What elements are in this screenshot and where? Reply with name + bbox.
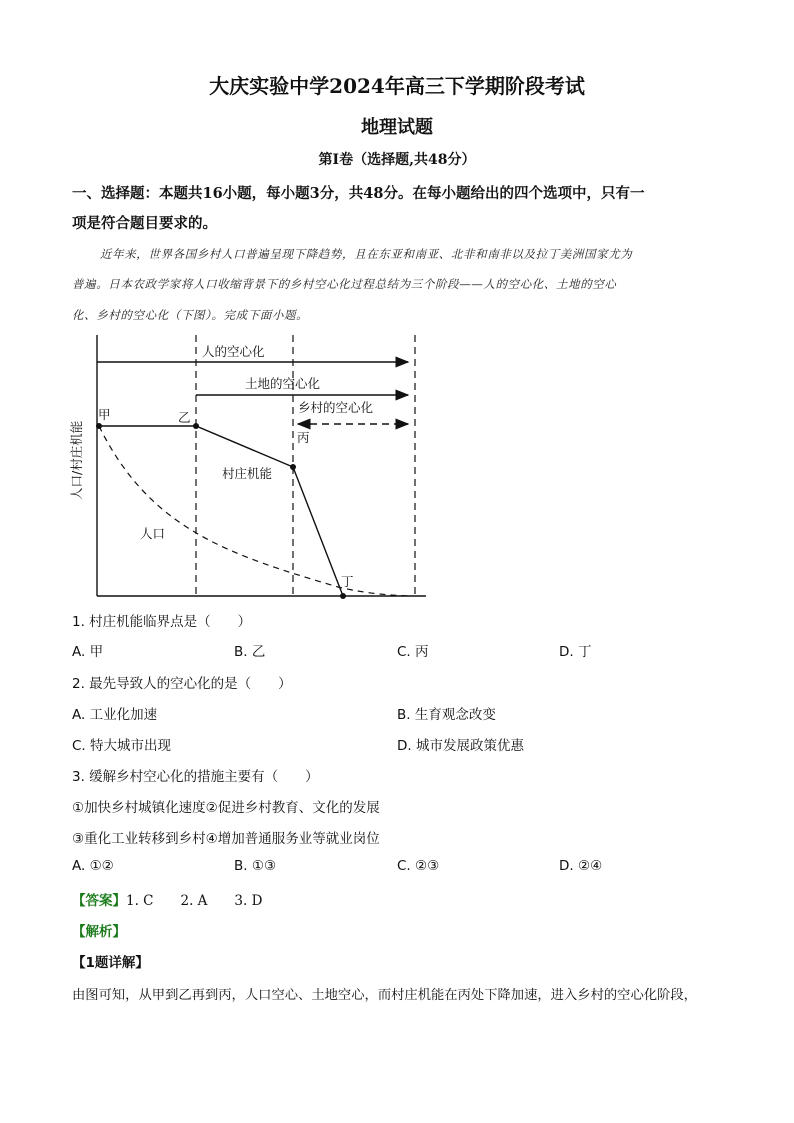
stage2-label: 土地的空心化 [245, 376, 321, 391]
point-b-label: 乙 [178, 410, 191, 425]
stage1-label: 人的空心化 [202, 344, 265, 359]
q1-option-c[interactable]: C. 丙 [397, 644, 429, 660]
q1-option-b[interactable]: B. 乙 [234, 644, 266, 660]
point-a-label: 甲 [98, 407, 111, 422]
point-a-marker [96, 423, 102, 429]
point-d-label: 丁 [341, 574, 354, 589]
point-b-marker [193, 423, 199, 429]
answer-values: 1. C 2. A 3. D [126, 893, 263, 909]
q2-stem: 2. 最先导致人的空心化的是（ ） [72, 676, 292, 692]
answer-label: 【答案】 [72, 893, 126, 909]
detail-label: 【1题详解】 [72, 955, 149, 971]
q3-option-a[interactable]: A. ①② [72, 858, 114, 874]
point-c-marker [290, 464, 296, 470]
point-c-label: 丙 [297, 430, 310, 445]
population-label: 人口 [140, 526, 166, 541]
q3-option-c[interactable]: C. ②③ [397, 858, 440, 874]
q2-option-c[interactable]: C. 特大城市出现 [72, 738, 172, 754]
y-axis-label: 人口/村庄机能 [69, 420, 84, 500]
analysis-text: 由图可知，从甲到乙再到丙，人口空心、土地空心，而村庄机能在丙处下降加速，进入乡村的空心化阶段， [72, 988, 697, 1003]
q1-stem: 1. 村庄机能临界点是（ ） [72, 614, 252, 630]
passage-line3: 化、乡村的空心化（下图）。完成下面小题。 [72, 308, 309, 322]
q3-option-d[interactable]: D. ②④ [559, 858, 603, 874]
exam-title: 大庆实验中学2024年高三下学期阶段考试 [209, 74, 585, 98]
passage-line1: 近年来，世界各国乡村人口普遍呈现下降趋势，且在东亚和南亚、北非和南非以及拉丁美洲国家尤为 [100, 247, 633, 261]
function-label: 村庄机能 [222, 466, 273, 481]
exam-subtitle: 地理试题 [361, 117, 433, 138]
hollowing-diagram [60, 330, 440, 605]
volume-label: 第Ⅰ卷（选择题,共48分） [318, 152, 476, 168]
stage3-label: 乡村的空心化 [298, 400, 374, 415]
section-heading-line1: 一、选择题：本题共16小题，每小题3分，共48分。在每小题给出的四个选项中，只有一 [72, 185, 645, 202]
q3-option-b[interactable]: B. ①③ [234, 858, 277, 874]
q3-stem: 3. 缓解乡村空心化的措施主要有（ ） [72, 769, 319, 785]
population-curve [99, 426, 410, 596]
section-heading-line2: 项是符合题目要求的。 [72, 215, 217, 232]
passage-line2: 普遍。日本农政学家将人口收缩背景下的乡村空心化过程总结为三个阶段——人的空心化、土地的空心 [72, 277, 617, 291]
function-line [99, 426, 343, 596]
q1-option-a[interactable]: A. 甲 [72, 644, 104, 660]
q3-items-line2: ③重化工业转移到乡村④增加普通服务业等就业岗位 [72, 831, 380, 847]
analysis-label: 【解析】 [72, 924, 126, 940]
q1-option-d[interactable]: D. 丁 [559, 644, 592, 660]
point-d-marker [340, 593, 346, 599]
q2-option-d[interactable]: D. 城市发展政策优惠 [397, 738, 524, 754]
q3-items-line1: ①加快乡村城镇化速度②促进乡村教育、文化的发展 [72, 800, 380, 816]
q2-option-a[interactable]: A. 工业化加速 [72, 707, 158, 723]
answer-row [72, 889, 262, 909]
q2-option-b[interactable]: B. 生育观念改变 [397, 707, 496, 723]
